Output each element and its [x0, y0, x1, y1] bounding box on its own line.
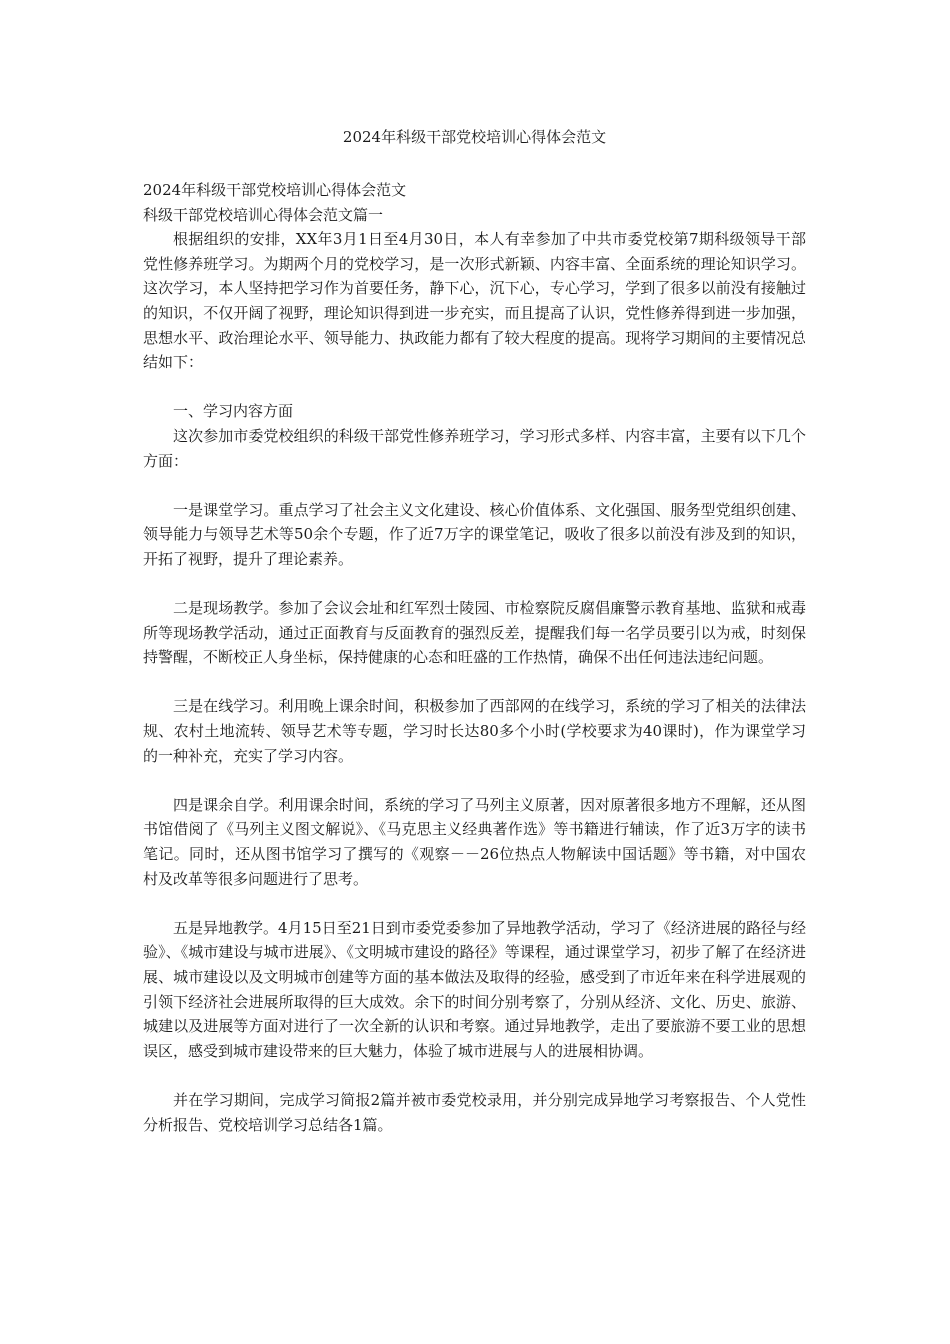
- document-body: [143, 178, 806, 1137]
- section-heading: 科级干部党校培训心得体会范文篇一: [143, 205, 384, 224]
- paragraph-gap: [143, 891, 806, 916]
- paragraph-gap: [143, 375, 806, 400]
- classroom-study-paragraph: 一是课堂学习。重点学习了社会主义文化建设、核心价值体系、文化强国、服务型党组织创建、领导能力与领导艺术等50余个专题，作了近7万字的课堂笔记，吸收了很多以前没有涉及到的知识，开拓了视野，提升了理论素养。: [143, 500, 806, 568]
- paragraph-gap: [143, 473, 806, 498]
- field-teaching-paragraph: 二是现场教学。参加了会议会址和红军烈士陵园、市检察院反腐倡廉警示教育基地、监狱和戒毒所等现场教学活动，通过正面教育与反面教育的强烈反差，提醒我们每一名学员要引以为戒，时刻保持警醒，不断校正人身坐标，保持健康的心态和旺盛的工作热情，确保不出任何违法违纪问题。: [143, 599, 806, 667]
- self-study-paragraph: 四是课余自学。利用课余时间，系统的学习了马列主义原著，因对原著很多地方不理解，还从图书馆借阅了《马列主义图文解说》、《马克思主义经典著作选》等书籍进行辅读，作了近3万字的读书笔记。同时，还从图书馆学习了撰写的《观察－－26位热点人物解读中国话题》等书籍，对中国农村及改革等很多问题进行了思考。: [143, 795, 806, 888]
- document-subtitle: 2024年科级干部党校培训心得体会范文: [143, 181, 407, 199]
- overview-paragraph: 这次参加市委党校组织的科级干部党性修养班学习，学习形式多样、内容丰富，主要有以下几个方面：: [143, 426, 806, 470]
- paragraph-gap: [143, 572, 806, 597]
- closing-paragraph: 并在学习期间，完成学习简报2篇并被市委党校录用，并分别完成异地学习考察报告、个人党性分析报告、党校培训学习总结各1篇。: [143, 1090, 806, 1134]
- intro-paragraph: 根据组织的安排，XX年3月1日至4月30日，本人有幸参加了中共市委党校第7期科级领导干部党性修养班学习。为期两个月的党校学习，是一次形式新颖、内容丰富、全面系统的理论知识学习。这次学习，本人坚持把学习作为首要任务，静下心，沉下心，专心学习，学到了很多以前没有接触过的知识，不仅开阔了视野，理论知识得到进一步充实，而且提高了认识，党性修养得到进一步加强，思想水平、政治理论水平、领导能力、执政能力都有了较大程度的提高。现将学习期间的主要情况总结如下：: [143, 230, 806, 372]
- paragraph-gap: [143, 670, 806, 695]
- online-study-paragraph: 三是在线学习。利用晚上课余时间，积极参加了西部网的在线学习，系统的学习了相关的法律法规、农村土地流转、领导艺术等专题，学习时长达80多个小时(学校要求为40课时)，作为课堂学习的一种补充，充实了学习内容。: [143, 697, 806, 765]
- subsection-heading: 一、学习内容方面: [173, 402, 294, 421]
- paragraph-gap: [143, 1063, 806, 1088]
- document-title: 2024年科级干部党校培训心得体会范文: [342, 128, 607, 146]
- paragraph-gap: [143, 768, 806, 793]
- off-site-teaching-paragraph: 五是异地教学。4月15日至21日到市委党委参加了异地教学活动，学习了《经济进展的路径与经验》、《城市建设与城市进展》、《文明城市建设的路径》等课程，通过课堂学习，初步了解了在经济进展、城市建设以及文明城市创建等方面的基本做法及取得的经验，感受到了市近年来在科学进展观的引领下经济社会进展所取得的巨大成效。余下的时间分别考察了，分别从经济、文化、历史、旅游、城建以及进展等方面对进行了一次全新的认识和考察。通过异地教学，走出了要旅游不要工业的思想误区，感受到城市建设带来的巨大魅力，体验了城市进展与人的进展相协调。: [143, 918, 806, 1060]
